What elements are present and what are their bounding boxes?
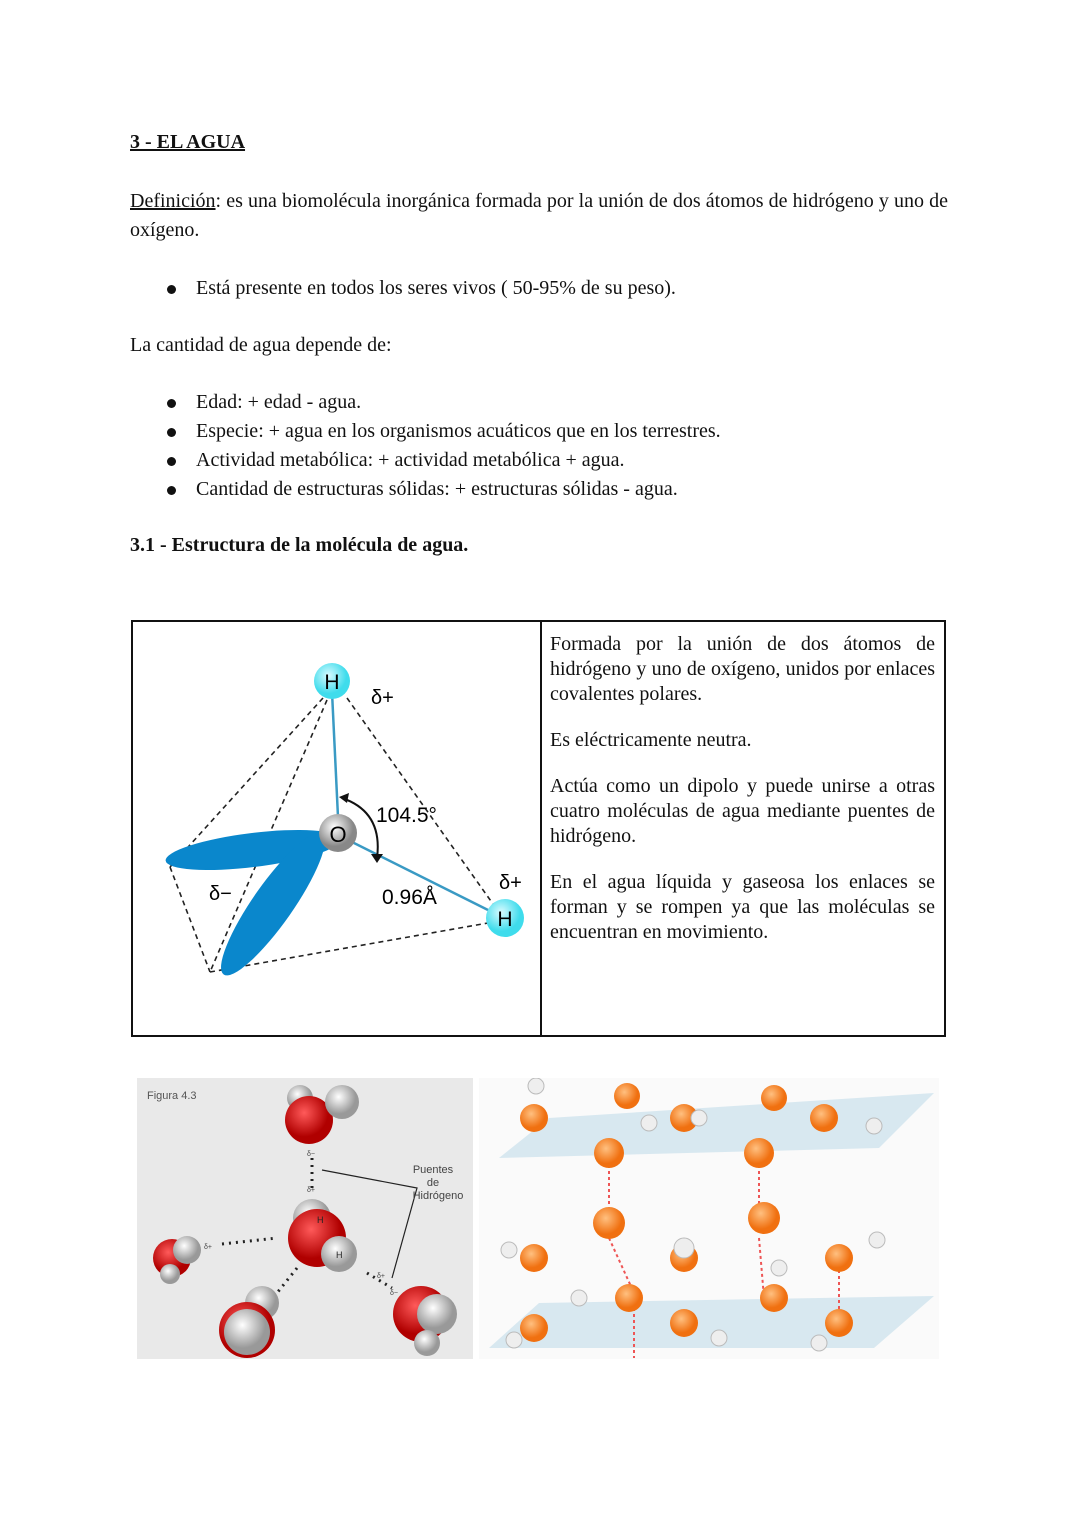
delta-label: δ− [307,1151,315,1158]
atom-label: H [317,1215,324,1225]
figure-caption: Figura 4.3 [147,1090,197,1102]
section-heading: 3 - EL AGUA [130,131,246,153]
delta-label: δ+ [204,1244,212,1251]
oh-bond [332,692,338,817]
description-paragraph: Formada por la unión de dos átomos de hidrógeno y uno de oxígeno, unidos por enlaces covalentes polares. [550,633,935,705]
description-paragraph: Actúa como un dipolo y puede unirse a otras cuatro moléculas de agua mediante puentes de hidrógeno. [550,775,935,847]
delta-plus-label: δ+ [499,872,522,894]
bond-angle-label: 104.5° [376,804,437,827]
list-item: Está presente en todos los seres vivos ( 50-95% de su peso). [130,274,676,303]
list-item: Actividad metabólica: + actividad metabólica + agua. [130,446,721,475]
delta-plus-label: δ+ [371,687,394,709]
atom-label: H [497,908,513,931]
quantity-intro: La cantidad de agua depende de: [130,334,392,356]
definition-paragraph [130,187,948,245]
definition-text: : es una biomolécula inorgánica formada por la unión de dos átomos de hidrógeno y uno de oxígeno. [130,190,948,241]
list-item: Especie: + agua en los organismos acuáticos que en los terrestres. [130,417,721,446]
presence-list [130,274,676,303]
quantity-factors-list [130,388,721,504]
list-item: Cantidad de estructuras sólidas: + estructuras sólidas - agua. [130,475,721,504]
structure-table [131,620,946,1037]
delta-minus-label: δ− [209,883,232,905]
atom-label: H [336,1250,343,1260]
list-item: Edad: + edad - agua. [130,388,721,417]
atom-label: H [324,671,340,694]
bond-length-label: 0.96Å [382,886,437,909]
hydrogen-bonds-label: Puentes [412,1164,454,1176]
ice-lattice-figure [479,1078,939,1359]
description-paragraph: Es eléctricamente neutra. [550,729,752,751]
delta-label: δ+ [307,1187,315,1194]
hydrogen-bonds-label: de [426,1177,440,1189]
delta-label: δ+ [377,1273,385,1280]
atom-label: O [329,822,347,847]
delta-label: δ− [390,1290,398,1297]
subsection-heading: 3.1 - Estructura de la molécula de agua. [130,534,469,556]
description-cell [542,622,944,1035]
molecule-diagram-cell [133,622,542,1035]
definition-label: Definición [130,190,216,212]
hydrogen-bonds-figure [137,1078,473,1359]
description-paragraph: En el agua líquida y gaseosa los enlaces se forman y se rompen ya que las moléculas se encuentran en movimiento. [550,871,935,943]
hydrogen-bonds-label: Hidrógeno [412,1190,464,1202]
water-molecule-diagram [133,622,538,1035]
